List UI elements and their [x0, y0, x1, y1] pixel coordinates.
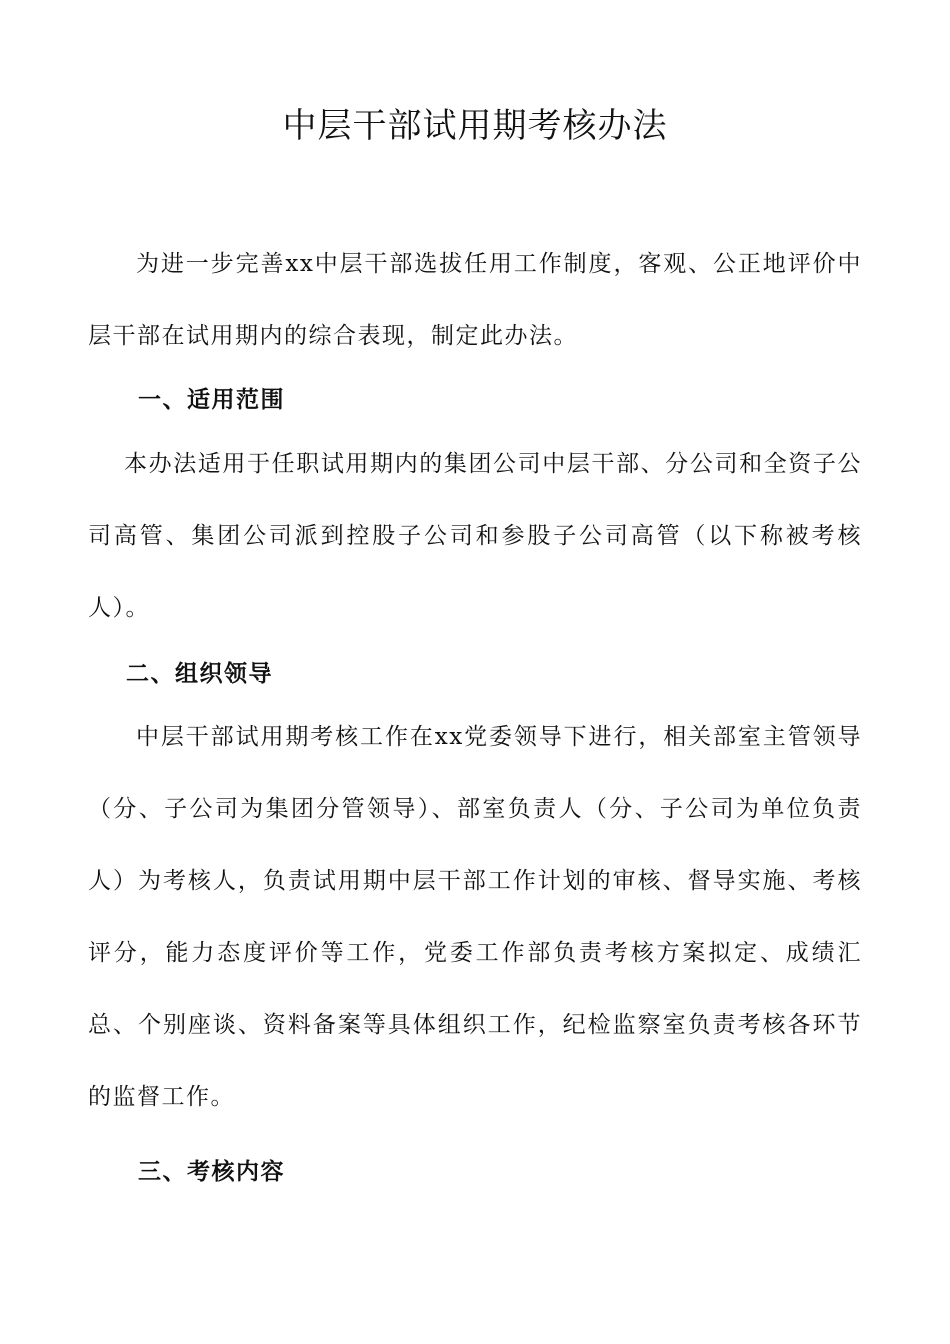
section-body-scope: 本办法适用于任职试用期内的集团公司中层干部、分公司和全资子公司高管、集团公司派到控股子公司和参股子公司高管（以下称被考核人）。: [88, 451, 862, 621]
document-title: 中层干部试用期考核办法: [282, 106, 668, 146]
intro-paragraph: 为进一步完善xx中层干部选拔任用工作制度，客观、公正地评价中层干部在试用期内的综合表现，制定此办法。: [88, 251, 862, 349]
section-heading-content: 三、考核内容: [138, 1159, 285, 1185]
section-body-leadership: 中层干部试用期考核工作在xx党委领导下进行，相关部室主管领导（分、子公司为集团分管领导）、部室负责人（分、子公司为单位负责人）为考核人，负责试用期中层干部工作计划的审核、督导实施、考核评分，能力态度评价等工作，党委工作部负责考核方案拟定、成绩汇总、个别座谈、资料备案等具体组织工作，纪检监察室负责考核各环节的监督工作。: [88, 724, 862, 1110]
section-heading-leadership: 二、组织领导: [126, 661, 273, 687]
section-heading-scope: 一、适用范围: [138, 387, 285, 413]
